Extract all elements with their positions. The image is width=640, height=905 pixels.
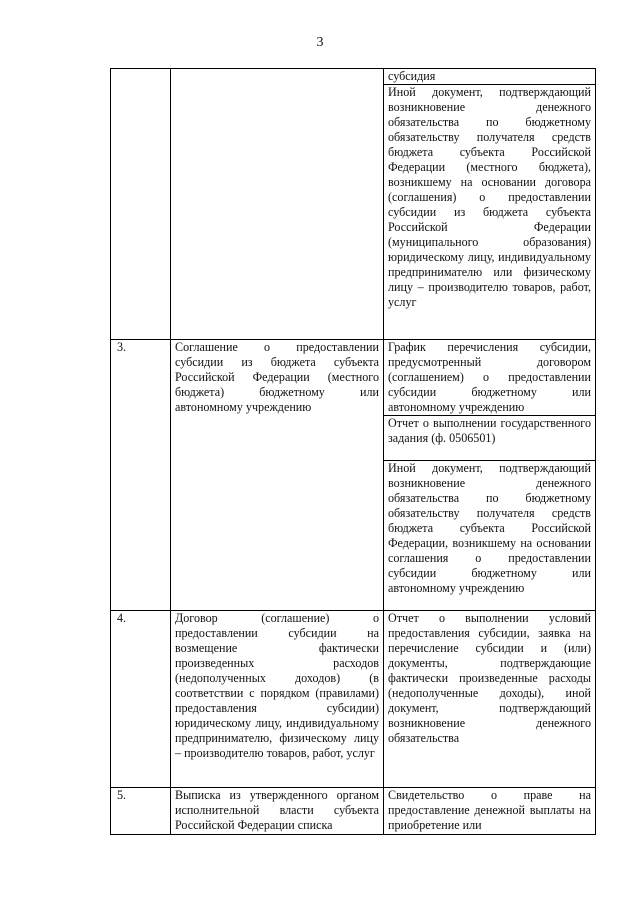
basis-text: Соглашение о предоставлении субсидии из бюджета субъекта Российской Федерации (местного бюджета) бюджетному или автономному учреждению [175, 340, 379, 414]
document-cell [384, 788, 596, 835]
table-row [111, 788, 596, 835]
document-text: субсидия [388, 69, 436, 83]
document-text: Свидетельство о праве на предоставление денежной выплаты на приобретение или [388, 788, 591, 832]
document-text: График перечисления субсидии, предусмотренный договором (соглашением) о предоставлении субсидии бюджетному или автономному учреждению [388, 340, 591, 414]
document-cell [384, 85, 596, 340]
document-text: Отчет о выполнении государственного задания (ф. 0506501) [388, 416, 591, 445]
basis-cell [171, 340, 384, 611]
row-number-cell [111, 611, 171, 788]
documents-table [110, 68, 596, 835]
page-number: 3 [316, 35, 324, 50]
table-row [111, 611, 596, 788]
row-number-cell [111, 788, 171, 835]
document-text: Отчет о выполнении условий предоставления субсидии, заявка на перечисление субсидии и (или) документы, подтверждающие фактически произведенные расходы (недополученные доходы), иной документ, подтверждающий возникновение денежного обязательства [388, 611, 591, 745]
basis-cell [171, 69, 384, 340]
row-number: 5. [117, 788, 127, 802]
document-cell [384, 461, 596, 611]
row-number-cell [111, 340, 171, 611]
document-cell [384, 340, 596, 416]
row-number: 4. [117, 611, 127, 625]
basis-cell [171, 611, 384, 788]
document-text: Иной документ, подтверждающий возникновение денежного обязательства по бюджетному обязательству получателя средств бюджета субъекта Российской Федерации (местного бюджета), возникшему на основании договора (соглашения) о предоставлении субсидии из бюджета субъекта Российской Федерации (муниципального образования) юридическому лицу, индивидуальному предпринимателю или физическому лицу – производителю товаров, работ, услуг [388, 85, 591, 309]
document-cell [384, 69, 596, 85]
document-text: Иной документ, подтверждающий возникновение денежного обязательства по бюджетному обязательству получателя средств бюджета субъекта Российской Федерации, возникшему на основании соглашения о предоставлении субсидии бюджетному или автономному учреждению [388, 461, 591, 595]
document-cell [384, 416, 596, 461]
document-cell [384, 611, 596, 788]
basis-text: Договор (соглашение) о предоставлении субсидии на возмещение фактически произведенных расходов (недополученных доходов) (в соответствии с порядком (правилами) предоставления субсидии) юридическому лицу, индивидуальному предпринимателю, физическому лицу – производителю товаров, работ, услуг [175, 611, 379, 760]
basis-cell [171, 788, 384, 835]
row-number-cell [111, 69, 171, 340]
basis-text: Выписка из утвержденного органом исполнительной власти субъекта Российской Федерации списка [175, 788, 379, 832]
table-row [111, 69, 596, 85]
table-row [111, 340, 596, 416]
row-number: 3. [117, 340, 127, 354]
